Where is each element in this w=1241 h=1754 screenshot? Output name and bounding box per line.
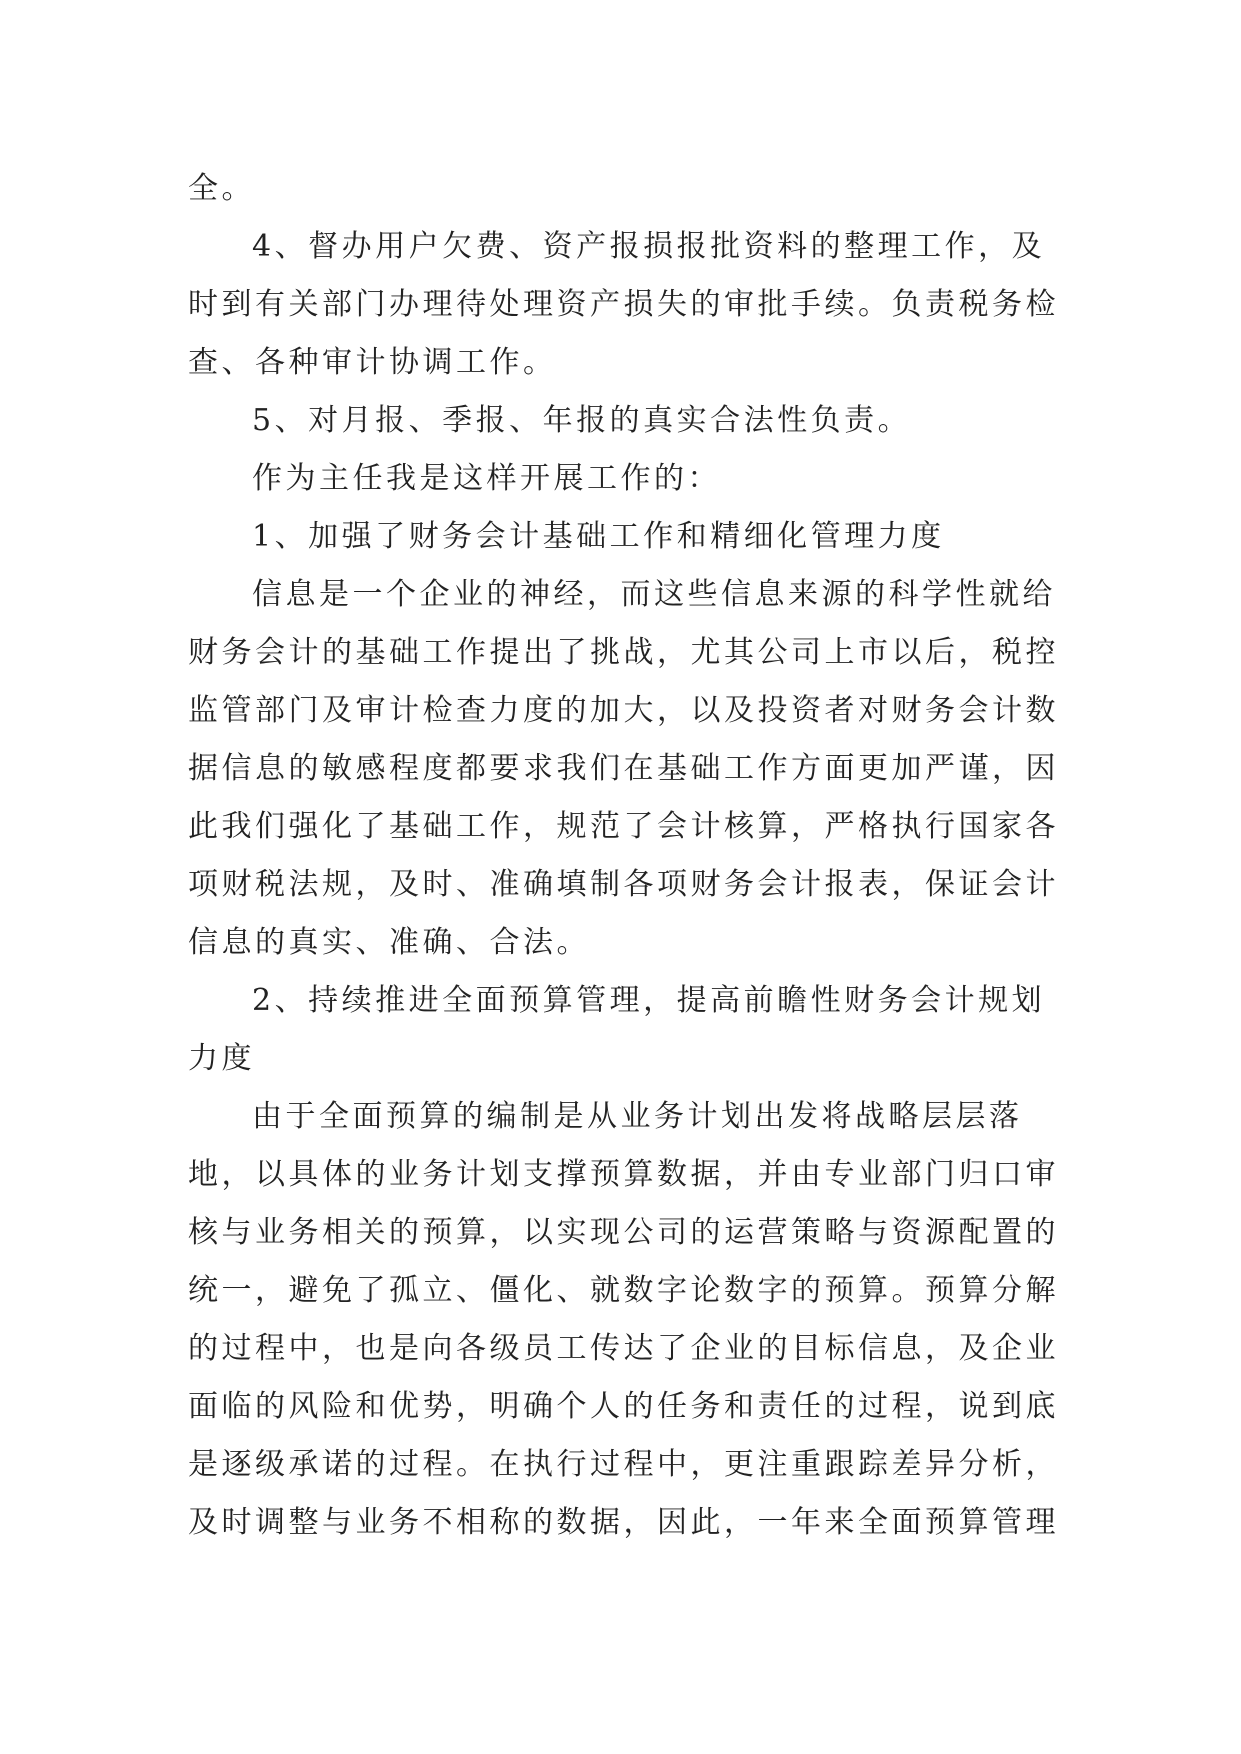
text-line: 由于全面预算的编制是从业务计划出发将战略层层落 [252, 1099, 1023, 1134]
text-line: 作为主任我是这样开展工作的： [252, 461, 721, 496]
text-line: 及时调整与业务不相称的数据，因此，一年来全面预算管理 [188, 1505, 1059, 1540]
text-line: 信息的真实、准确、合法。 [188, 925, 590, 960]
text-line: 全。 [188, 171, 255, 206]
text-line: 时到有关部门办理待处理资产损失的审批手续。负责税务检 [188, 287, 1059, 322]
text-line: 是逐级承诺的过程。在执行过程中，更注重跟踪差异分析， [188, 1447, 1059, 1482]
text-line: 4、督办用户欠费、资产报损报批资料的整理工作，及 [252, 229, 1046, 264]
text-line: 的过程中，也是向各级员工传达了企业的目标信息，及企业 [188, 1331, 1059, 1366]
text-line: 统一，避免了孤立、僵化、就数字论数字的预算。预算分解 [188, 1273, 1059, 1308]
text-line: 力度 [188, 1041, 255, 1076]
text-line: 核与业务相关的预算，以实现公司的运营策略与资源配置的 [188, 1215, 1059, 1250]
text-line: 地，以具体的业务计划支撑预算数据，并由专业部门归口审 [188, 1157, 1059, 1192]
text-line: 信息是一个企业的神经，而这些信息来源的科学性就给 [252, 577, 1056, 612]
text-line: 2、持续推进全面预算管理，提高前瞻性财务会计规划 [252, 983, 1046, 1018]
text-line: 监管部门及审计检查力度的加大，以及投资者对财务会计数 [188, 693, 1059, 728]
text-line: 面临的风险和优势，明确个人的任务和责任的过程，说到底 [188, 1389, 1059, 1424]
text-line: 财务会计的基础工作提出了挑战，尤其公司上市以后，税控 [188, 635, 1059, 670]
text-line: 5、对月报、季报、年报的真实合法性负责。 [252, 403, 912, 438]
text-line: 查、各种审计协调工作。 [188, 345, 557, 380]
text-line: 1、加强了财务会计基础工作和精细化管理力度 [252, 519, 945, 554]
text-line: 项财税法规，及时、准确填制各项财务会计报表，保证会计 [188, 867, 1059, 902]
text-line: 据信息的敏感程度都要求我们在基础工作方面更加严谨，因 [188, 751, 1059, 786]
text-line: 此我们强化了基础工作，规范了会计核算，严格执行国家各 [188, 809, 1059, 844]
document-body [188, 160, 1059, 1552]
